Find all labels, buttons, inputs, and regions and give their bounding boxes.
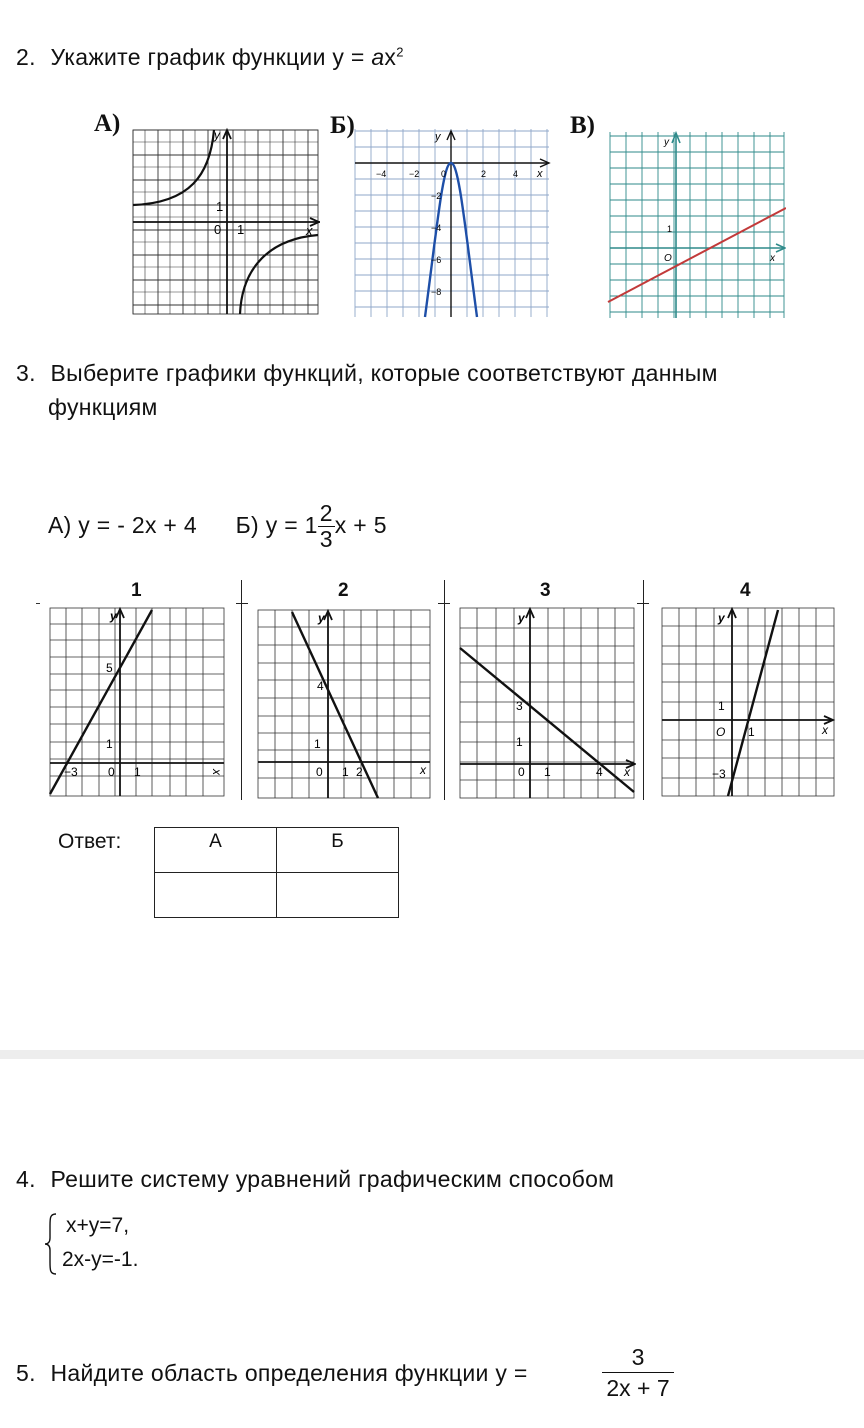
q3g1-x-label: x xyxy=(210,769,224,775)
q2-formula-a: a xyxy=(371,44,385,70)
answer-label: Ответ: xyxy=(58,830,122,853)
q2-graph-a xyxy=(130,127,320,316)
divider-dash xyxy=(36,603,40,604)
q3-graph-1 xyxy=(48,606,226,798)
q3g2-zero: 0 xyxy=(316,765,323,779)
q3-func-b-num: 2 xyxy=(319,500,333,527)
q3g3-three: 3 xyxy=(516,699,523,713)
q2b-xt-0: 0 xyxy=(441,169,447,179)
q5-heading xyxy=(16,1360,528,1387)
q3g4-one-x: 1 xyxy=(748,725,755,739)
q3g3-four: 4 xyxy=(596,765,603,779)
divider-tick xyxy=(637,603,649,604)
q3-func-b-den: 3 xyxy=(319,526,333,553)
section-separator xyxy=(0,1050,864,1059)
q2b-yt-n4: −4 xyxy=(431,223,442,233)
q3g4-one: 1 xyxy=(718,699,725,713)
vertical-divider xyxy=(241,580,242,800)
q3g3-y-label: y xyxy=(518,611,525,625)
q3-graph-1-number: 1 xyxy=(131,580,142,601)
q3g1-neg3: −3 xyxy=(64,765,78,779)
q3g1-y-label: y xyxy=(110,609,117,623)
q5-denominator: 2x + 7 xyxy=(606,1375,670,1401)
q2-number: 2. xyxy=(16,44,36,70)
q3g3-one-x: 1 xyxy=(544,765,551,779)
q3-graph-2-number: 2 xyxy=(338,580,349,601)
q3-graph-3-number: 3 xyxy=(540,580,551,601)
q3g2-y-label: y xyxy=(318,611,325,625)
q3g4-y-label: y xyxy=(718,611,725,625)
q3-line1: Выберите графики функций, которые соответствуют данным xyxy=(50,360,718,386)
q3-func-b-post: x + 5 xyxy=(334,512,387,538)
q3-graph-4-number: 4 xyxy=(740,580,751,601)
q2v-zero: O xyxy=(664,253,672,264)
q3g2-four: 4 xyxy=(317,679,324,693)
q3g3-one: 1 xyxy=(516,735,523,749)
q4-number: 4. xyxy=(16,1166,36,1192)
q3-graph-3 xyxy=(458,606,636,800)
q5-numerator: 3 xyxy=(602,1342,674,1373)
q3-heading xyxy=(16,360,718,387)
q2b-xt-4: 4 xyxy=(513,169,519,179)
q2b-xt-n2: −2 xyxy=(409,169,420,179)
divider-tick xyxy=(438,603,450,604)
q3-graph-4 xyxy=(660,606,836,798)
q2-heading xyxy=(16,44,404,71)
q3g4-x-label: x xyxy=(822,723,828,737)
q2a-one-x: 1 xyxy=(237,222,245,237)
q3g1-one: 1 xyxy=(106,737,113,751)
q3-number: 3. xyxy=(16,360,36,386)
answer-table xyxy=(154,827,399,918)
q3g4-neg3: −3 xyxy=(712,767,726,781)
q5-number: 5. xyxy=(16,1360,36,1386)
q4-text: Решите систему уравнений графическим способом xyxy=(50,1166,615,1192)
q2-graph-b-letter: Б) xyxy=(330,112,355,139)
answer-col-b-header: Б xyxy=(277,828,399,873)
q3-graph-2 xyxy=(256,608,432,800)
q2b-y-label: y xyxy=(435,131,441,143)
q3-func-b-fraction xyxy=(318,501,335,553)
q3-functions xyxy=(48,500,387,553)
q4-heading xyxy=(16,1166,614,1193)
q3g2-two: 2 xyxy=(356,765,363,779)
q3g3-zero: 0 xyxy=(518,765,525,779)
q2-text: Укажите график функции y = xyxy=(50,44,372,70)
answer-col-a-header: А xyxy=(155,828,277,873)
q3g2-one: 1 xyxy=(314,737,321,751)
q3g1-zero: 0 xyxy=(108,765,115,779)
q2a-one-y: 1 xyxy=(216,199,224,214)
vertical-divider xyxy=(444,580,445,800)
q3g3-x-label: x xyxy=(624,765,630,779)
q2b-xt-n4: −4 xyxy=(376,169,387,179)
divider-tick xyxy=(236,603,248,604)
answer-cell-a[interactable] xyxy=(155,873,277,918)
q2-formula-x: x xyxy=(384,44,397,70)
q2a-zero: 0 xyxy=(214,222,222,237)
q2a-x-label: x xyxy=(306,223,313,238)
system-brace-icon xyxy=(44,1212,58,1276)
q3g1-one-x: 1 xyxy=(134,765,141,779)
q3-line2: функциям xyxy=(48,394,158,420)
q4-eq1: x+y=7, xyxy=(66,1214,130,1237)
q3-func-a: А) y = - 2x + 4 xyxy=(48,512,197,538)
q3-func-b-pre: Б) y = 1 xyxy=(235,512,318,538)
q2-graph-a-letter: А) xyxy=(94,110,121,137)
q3g1-five: 5 xyxy=(106,661,113,675)
q3g2-one-x: 1 xyxy=(342,765,349,779)
q2v-one: 1 xyxy=(667,224,673,234)
q2b-yt-n6: −6 xyxy=(431,255,442,265)
q5-fraction xyxy=(602,1342,674,1403)
q5-text: Найдите область определения функции y = xyxy=(50,1360,528,1386)
q2b-yt-n8: −8 xyxy=(431,287,442,297)
q2a-y-label: y xyxy=(214,128,220,142)
q4-eq2: 2x-y=-1. xyxy=(62,1248,139,1271)
q3g4-zero: O xyxy=(716,725,726,739)
q2-graph-v-letter: В) xyxy=(570,112,595,139)
q2v-x-label: x xyxy=(770,253,775,264)
q2b-yt-n2: −2 xyxy=(431,191,442,201)
answer-cell-b[interactable] xyxy=(277,873,399,918)
q2b-xt-2: 2 xyxy=(481,169,487,179)
q2-graph-v xyxy=(606,130,786,320)
vertical-divider xyxy=(643,580,644,800)
q2v-y-label: y xyxy=(664,137,669,148)
q2-formula-exp: 2 xyxy=(396,44,404,60)
q2b-x-label: x xyxy=(537,168,543,180)
q2-graph-b xyxy=(353,127,551,319)
q3g2-x-label: x xyxy=(420,763,426,777)
